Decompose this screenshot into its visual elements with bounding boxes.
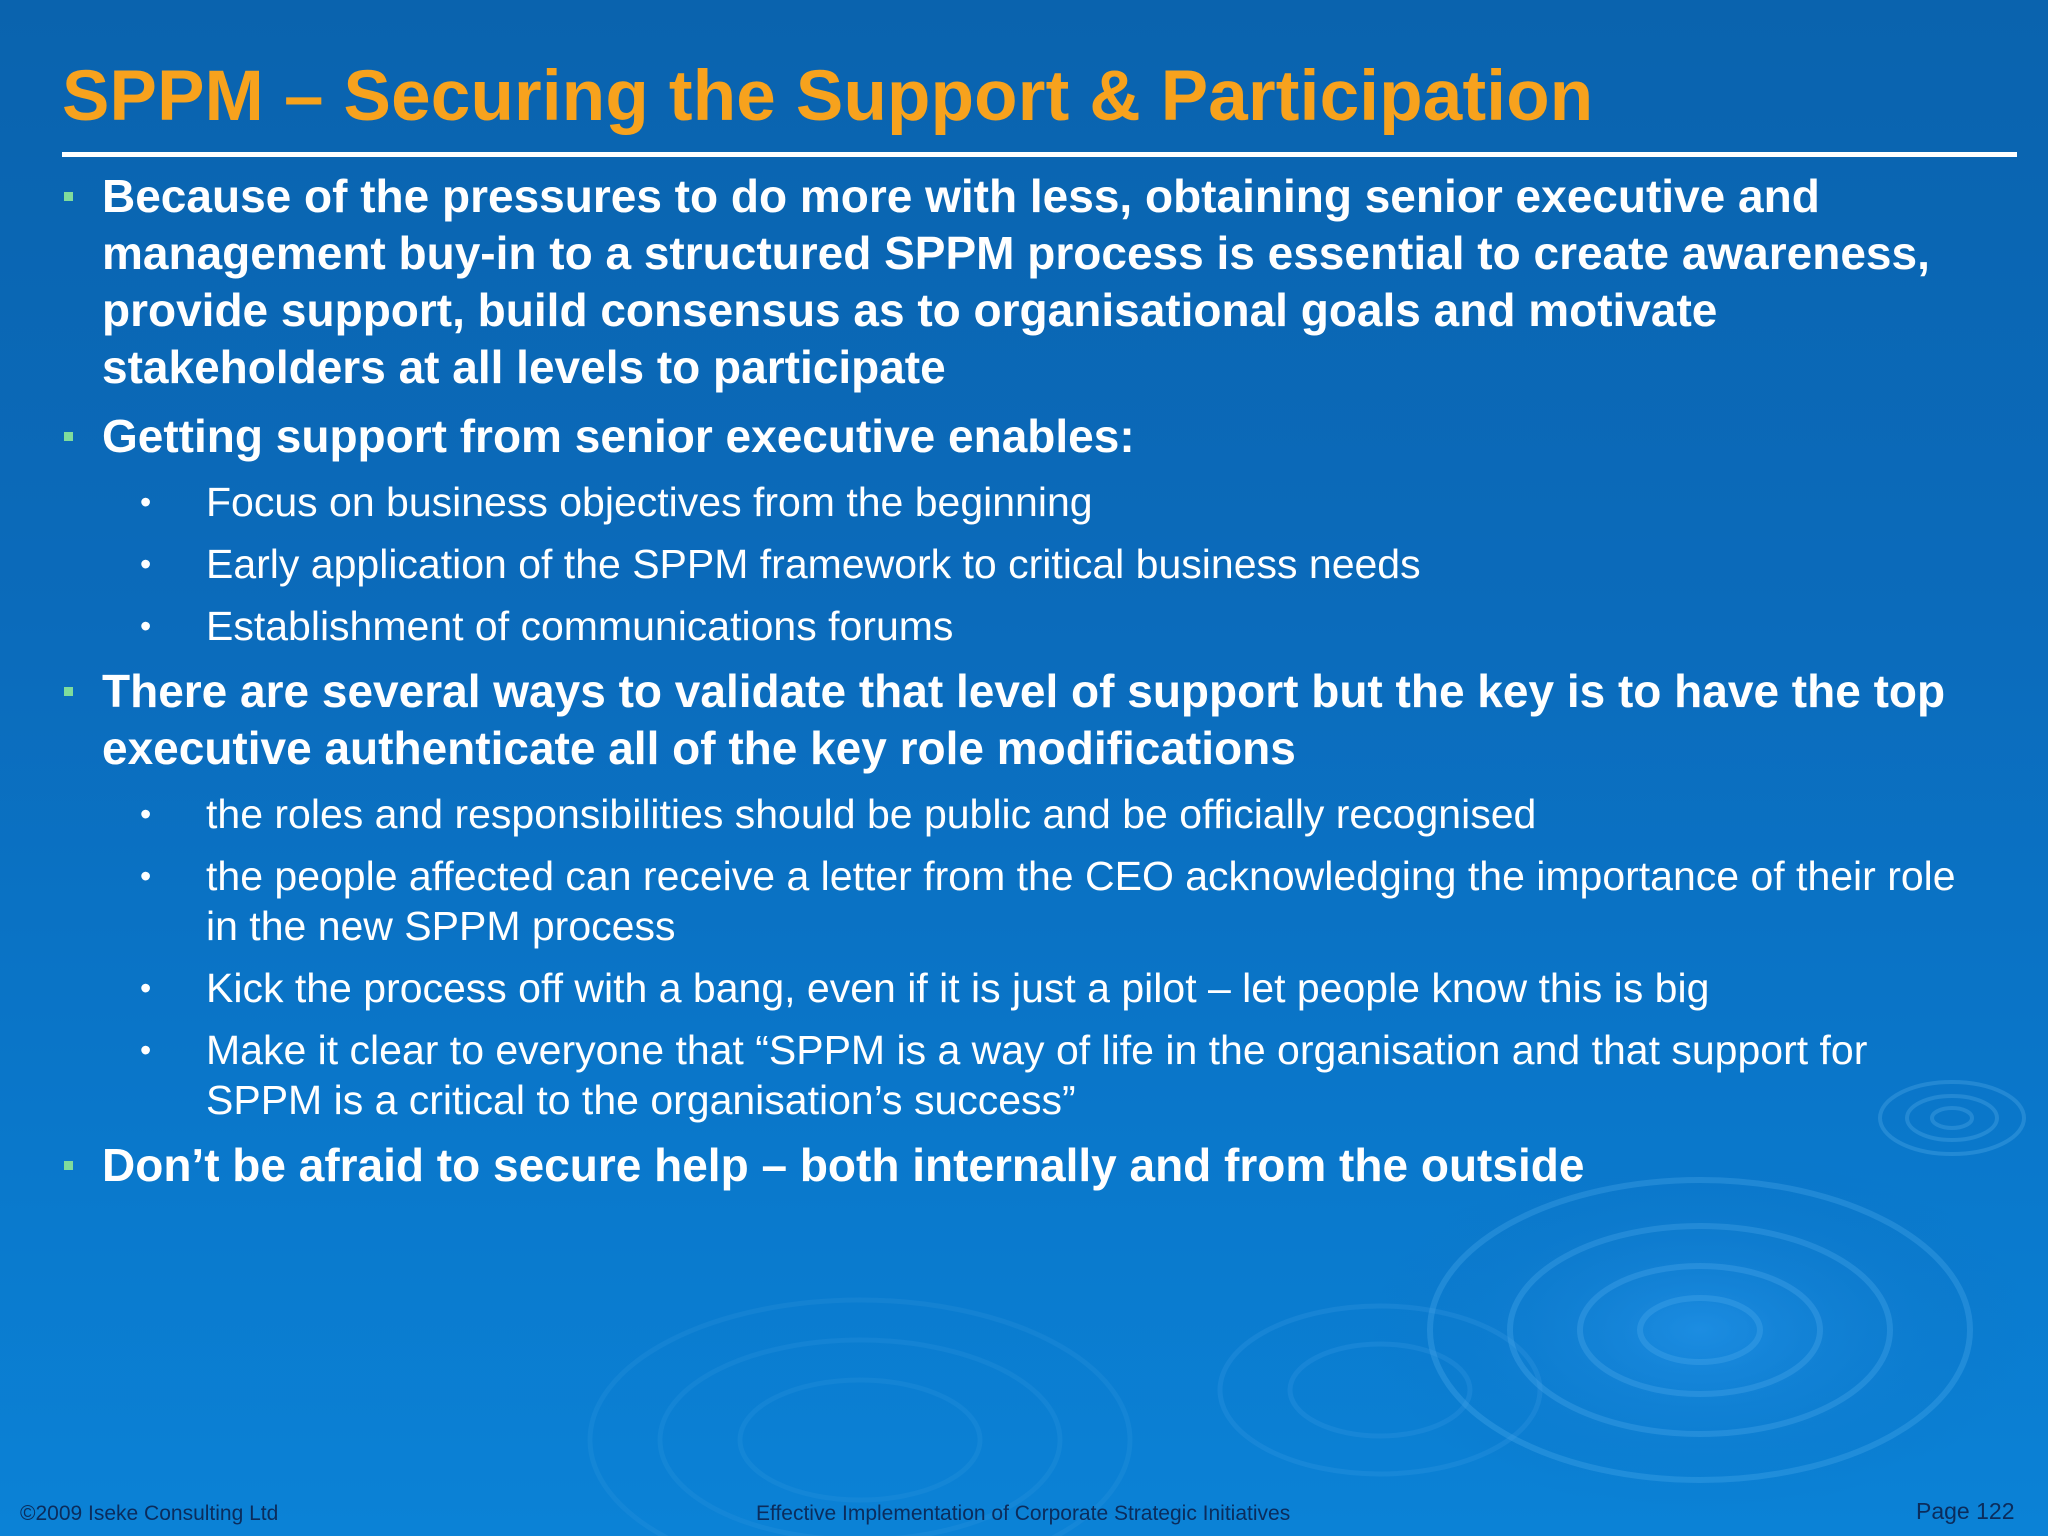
bullet-3-sub-2 xyxy=(62,851,1982,951)
bullet-3-sub-4-text: Make it clear to everyone that “SPPM is a way of life in the organisation and that support for SPPM is a critical to the organisation’s success” xyxy=(206,1027,1868,1123)
round-bullet-icon: • xyxy=(140,970,152,1006)
bullet-1-text: Because of the pressures to do more with less, obtaining senior executive and management buy-in to a structured SPPM process is essential to create awareness, provide support, build consensus as to organisational goals and motivate stakeholders at all levels to participate xyxy=(102,170,1930,393)
bullet-3 xyxy=(62,663,1982,777)
slide-body xyxy=(62,164,1982,1194)
square-bullet-icon xyxy=(64,432,73,441)
footer-course-title: Effective Implementation of Corporate Strategic Initiatives xyxy=(756,1502,1291,1525)
square-bullet-icon xyxy=(64,1161,73,1170)
round-bullet-icon: • xyxy=(140,796,152,832)
bullet-3-sub-3 xyxy=(62,963,1982,1013)
bullet-2-sub-1 xyxy=(62,477,1982,527)
bullet-3-sub-1 xyxy=(62,789,1982,839)
round-bullet-icon: • xyxy=(140,1032,152,1068)
round-bullet-icon: • xyxy=(140,608,152,644)
bullet-3-text: There are several ways to validate that level of support but the key is to have the top executive authenticate all of the key role modifications xyxy=(102,665,1946,774)
footer-copyright: ©2009 Iseke Consulting Ltd xyxy=(20,1502,279,1525)
bullet-2-sub-3 xyxy=(62,601,1982,651)
bullet-2-sub-2-text: Early application of the SPPM framework to critical business needs xyxy=(206,541,1421,587)
slide-title: SPPM – Securing the Support & Participation xyxy=(62,57,1594,136)
bullet-4-text: Don’t be afraid to secure help – both internally and from the outside xyxy=(102,1139,1585,1191)
round-bullet-icon: • xyxy=(140,484,152,520)
bullet-2-sub-3-text: Establishment of communications forums xyxy=(206,603,954,649)
round-bullet-icon: • xyxy=(140,546,152,582)
bullet-1 xyxy=(62,168,1982,396)
bullet-2 xyxy=(62,408,1982,465)
bullet-2-sub-2 xyxy=(62,539,1982,589)
bullet-3-sub-3-text: Kick the process off with a bang, even if it is just a pilot – let people know this is big xyxy=(206,965,1710,1011)
title-underline xyxy=(62,152,2017,157)
bullet-3-sub-2-text: the people affected can receive a letter from the CEO acknowledging the importance of their role in the new SPPM process xyxy=(206,853,1956,949)
bullet-2-text: Getting support from senior executive enables: xyxy=(102,410,1135,462)
bullet-3-sub-1-text: the roles and responsibilities should be public and be officially recognised xyxy=(206,791,1537,837)
square-bullet-icon xyxy=(64,192,73,201)
bullet-3-sub-4 xyxy=(62,1025,1982,1125)
round-bullet-icon: • xyxy=(140,858,152,894)
square-bullet-icon xyxy=(64,687,73,696)
bullet-4 xyxy=(62,1137,1982,1194)
footer-page-number: Page 122 xyxy=(1916,1498,2015,1524)
bullet-2-sub-1-text: Focus on business objectives from the beginning xyxy=(206,479,1093,525)
